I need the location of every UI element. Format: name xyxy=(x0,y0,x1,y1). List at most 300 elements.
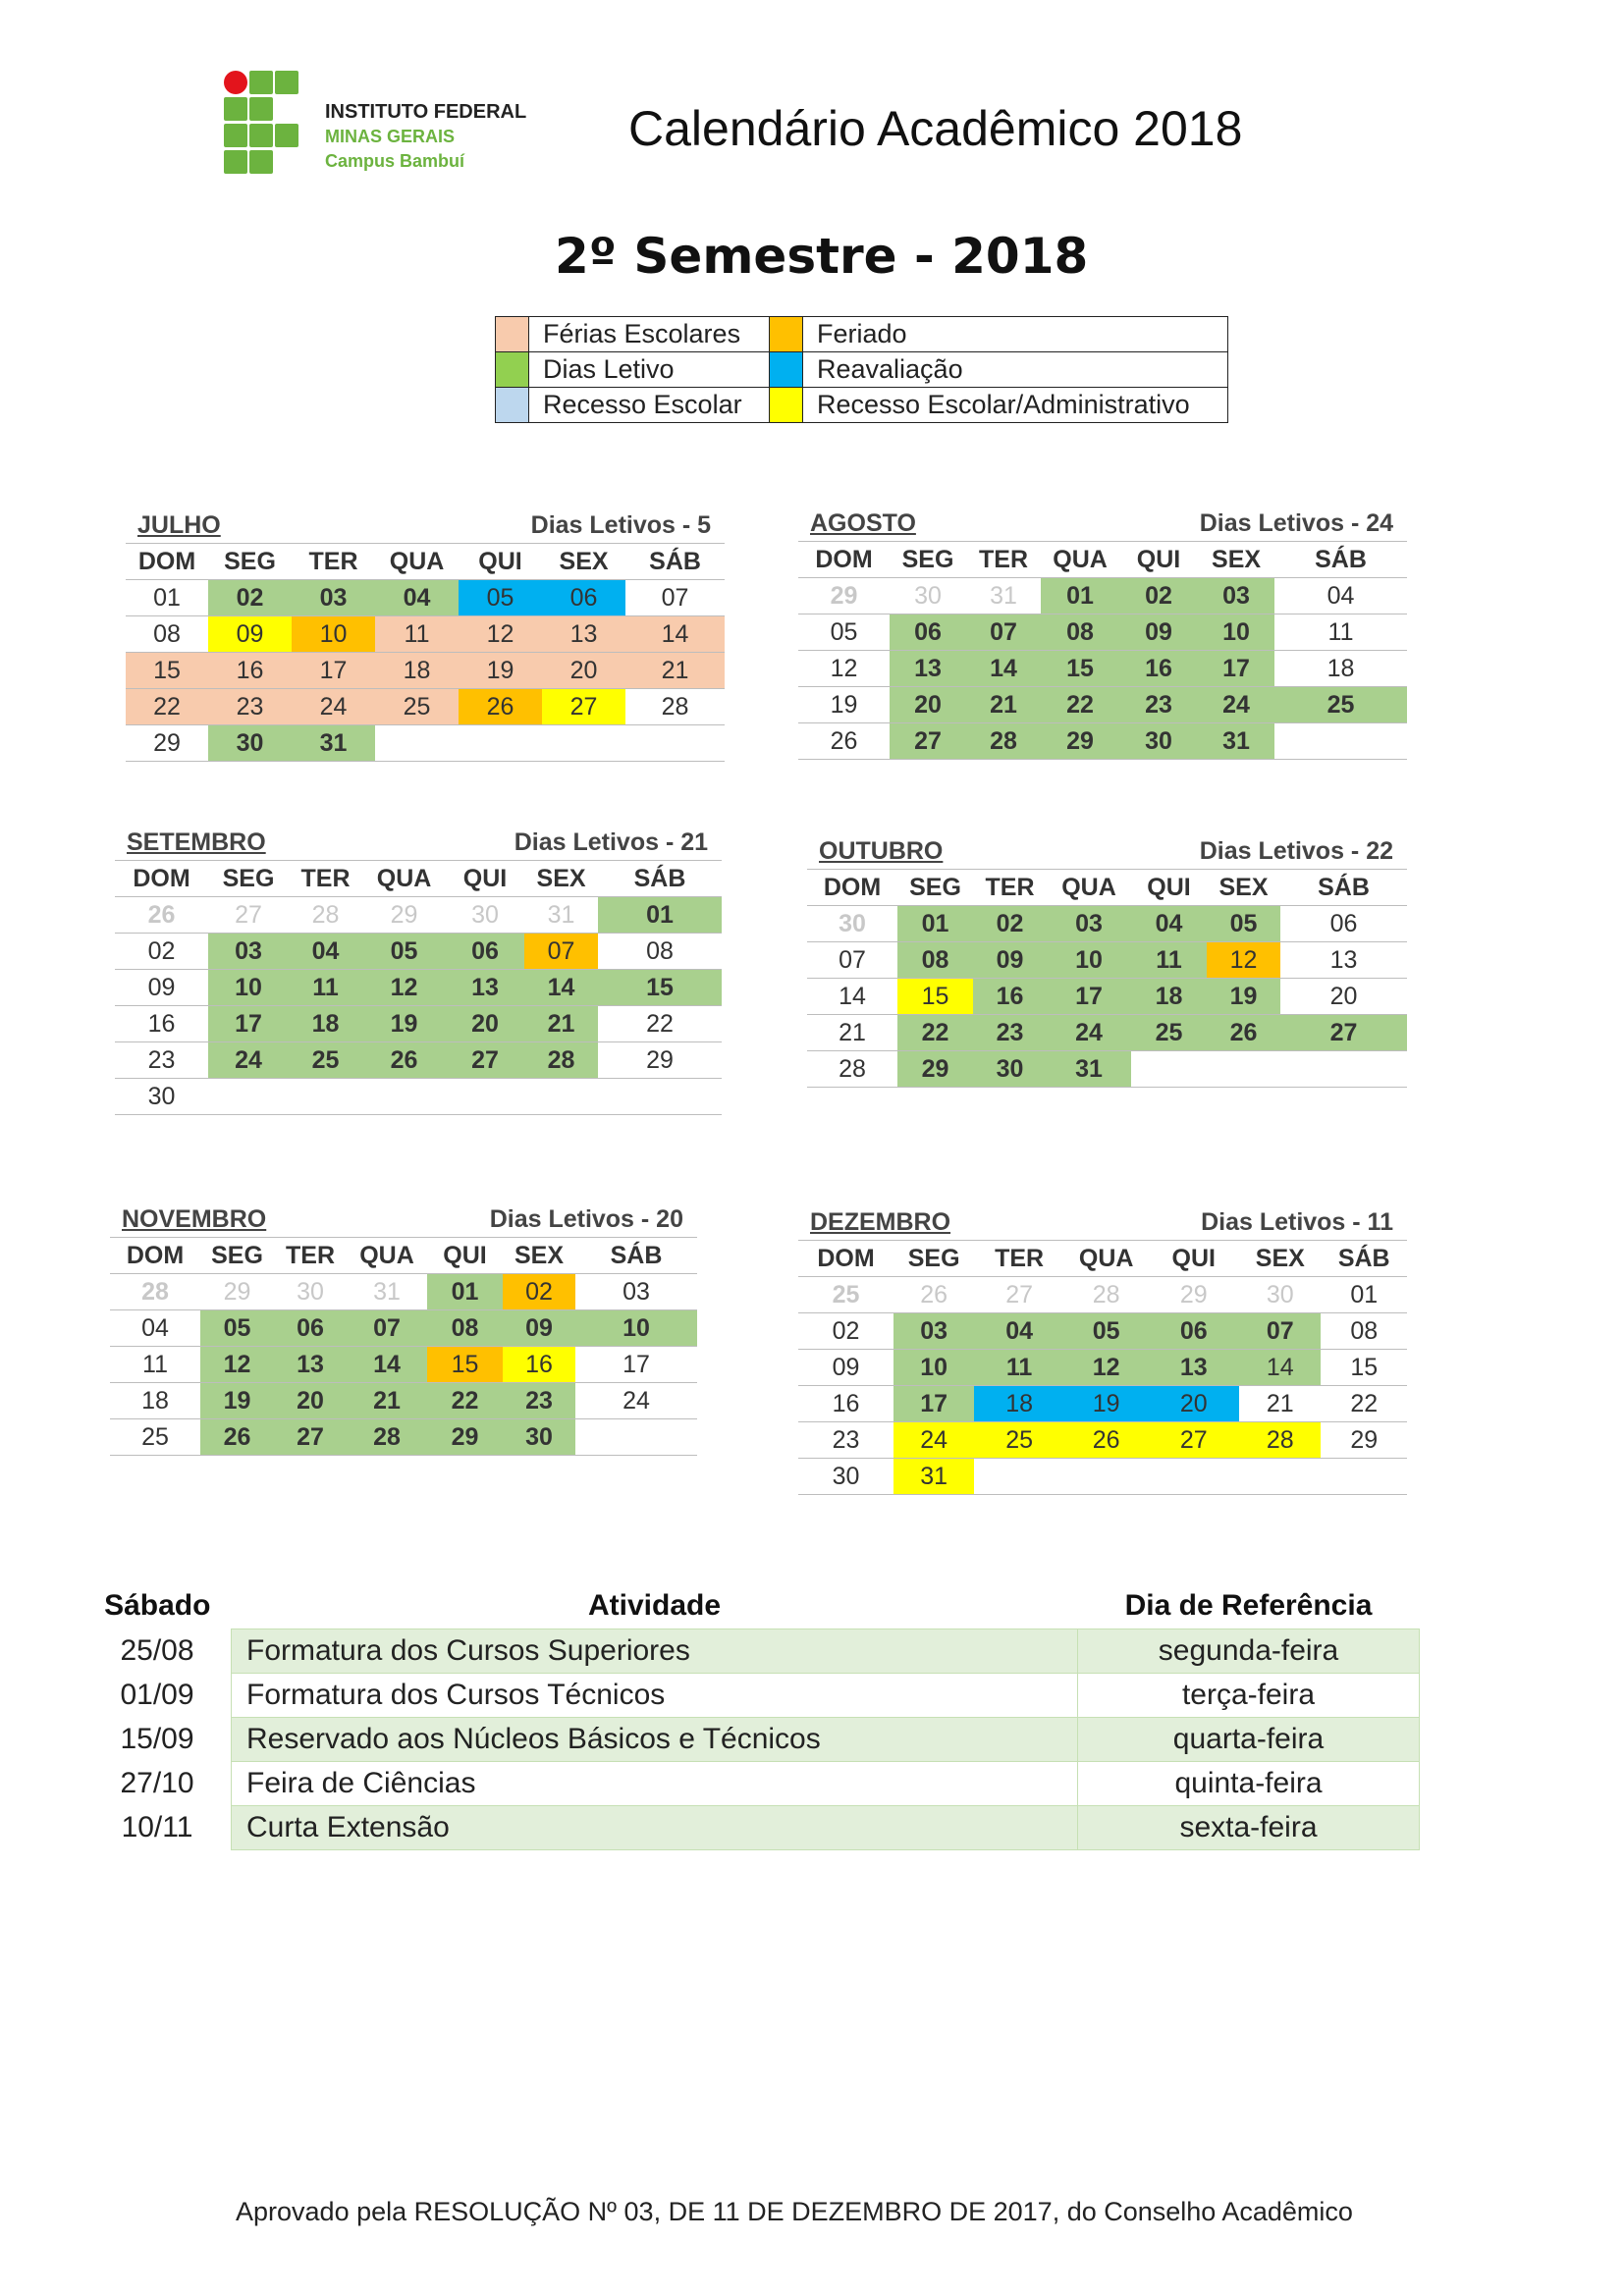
calendar-day: 07 xyxy=(625,580,725,616)
calendar-day: 29 xyxy=(362,897,446,934)
calendar-day: 07 xyxy=(1239,1313,1321,1350)
calendar-day: 19 xyxy=(362,1006,446,1042)
calendar-day: 09 xyxy=(115,970,208,1006)
calendar-day: 13 xyxy=(1148,1350,1239,1386)
calendar-day: 29 xyxy=(126,725,208,762)
calendar-day: 01 xyxy=(1041,578,1119,614)
calendar-day: 18 xyxy=(1274,651,1407,687)
saturday-row xyxy=(83,1629,1420,1674)
calendar-day: 01 xyxy=(1321,1277,1407,1313)
saturday-row xyxy=(83,1762,1420,1806)
calendar-week xyxy=(110,1383,697,1419)
calendar-day: 25 xyxy=(1131,1015,1207,1051)
weekday-header: DOM xyxy=(807,870,897,906)
calendar-week xyxy=(798,578,1407,614)
calendar-week xyxy=(798,1422,1407,1459)
calendar-day: 28 xyxy=(966,723,1041,760)
month-name: NOVEMBRO xyxy=(110,1201,347,1238)
calendar-day: 08 xyxy=(1321,1313,1407,1350)
logo-line-3: Campus Bambuí xyxy=(325,151,465,171)
weekday-header: SEG xyxy=(200,1238,274,1274)
calendar-day: 28 xyxy=(1064,1277,1148,1313)
calendar-week xyxy=(798,723,1407,760)
calendar-day: 21 xyxy=(524,1006,598,1042)
calendar-day: 29 xyxy=(1041,723,1119,760)
calendar-day: 11 xyxy=(974,1350,1064,1386)
calendar-day: 20 xyxy=(274,1383,347,1419)
calendar-day: 06 xyxy=(274,1310,347,1347)
calendar-day: 05 xyxy=(362,934,446,970)
calendar-day: 06 xyxy=(446,934,524,970)
calendar-day: 03 xyxy=(1198,578,1274,614)
calendar-julho xyxy=(126,507,725,762)
calendar-day: 09 xyxy=(208,616,292,653)
calendar-day: 10 xyxy=(1047,942,1131,979)
calendar-day: 15 xyxy=(1321,1350,1407,1386)
calendar-day: 10 xyxy=(893,1350,974,1386)
calendar-week xyxy=(126,580,725,616)
calendar-week xyxy=(126,653,725,689)
saturday-reference-day: quarta-feira xyxy=(1078,1718,1420,1762)
calendar-agosto xyxy=(798,506,1407,760)
calendar-dezembro xyxy=(798,1204,1407,1495)
calendar-day: 28 xyxy=(110,1274,200,1310)
calendar-day: 08 xyxy=(897,942,973,979)
calendar-day: 17 xyxy=(292,653,375,689)
weekday-header: QUI xyxy=(1131,870,1207,906)
logo-line-2: MINAS GERAIS xyxy=(325,127,456,146)
saturday-row xyxy=(83,1806,1420,1850)
calendar-week xyxy=(110,1274,697,1310)
calendar-week xyxy=(110,1419,697,1456)
weekday-header: TER xyxy=(974,1241,1064,1277)
calendar-week xyxy=(798,1313,1407,1350)
calendar-day: 26 xyxy=(115,897,208,934)
calendar-day: 14 xyxy=(347,1347,427,1383)
weekday-header: SEX xyxy=(1198,542,1274,578)
calendar-day: 26 xyxy=(798,723,890,760)
calendar-day: 23 xyxy=(115,1042,208,1079)
calendar-day: 14 xyxy=(966,651,1041,687)
calendar-day: 31 xyxy=(1047,1051,1131,1088)
calendar-day: 14 xyxy=(625,616,725,653)
calendar-empty-cell xyxy=(625,725,725,762)
calendar-day: 22 xyxy=(1321,1386,1407,1422)
weekday-header: QUA xyxy=(375,544,459,580)
calendar-day: 07 xyxy=(807,942,897,979)
calendar-day: 06 xyxy=(890,614,966,651)
col-header-atividade: Atividade xyxy=(587,1589,722,1622)
calendar-empty-cell xyxy=(1280,1051,1407,1088)
calendar-day: 31 xyxy=(524,897,598,934)
calendar-empty-cell xyxy=(1064,1459,1148,1495)
weekday-header: DOM xyxy=(115,861,208,897)
legend-swatch-dias-letivo xyxy=(496,352,529,388)
calendar-day: 19 xyxy=(459,653,542,689)
weekday-header: SEG xyxy=(890,542,966,578)
calendar-day: 29 xyxy=(897,1051,973,1088)
calendar-day: 14 xyxy=(807,979,897,1015)
calendar-day: 22 xyxy=(897,1015,973,1051)
calendar-week xyxy=(126,616,725,653)
calendar-day: 13 xyxy=(890,651,966,687)
calendar-day: 03 xyxy=(1047,906,1131,942)
saturday-reference-day: sexta-feira xyxy=(1078,1806,1420,1850)
calendar-day: 05 xyxy=(1064,1313,1148,1350)
weekday-header: QUA xyxy=(362,861,446,897)
calendar-day: 15 xyxy=(598,970,722,1006)
calendar-day: 18 xyxy=(375,653,459,689)
calendar-day: 19 xyxy=(1064,1386,1148,1422)
calendar-day: 26 xyxy=(1064,1422,1148,1459)
calendar-empty-cell xyxy=(1148,1459,1239,1495)
calendar-day: 29 xyxy=(798,578,890,614)
calendar-empty-cell xyxy=(459,725,542,762)
calendar-day: 16 xyxy=(503,1347,575,1383)
calendar-day: 12 xyxy=(200,1347,274,1383)
calendar-day: 01 xyxy=(598,897,722,934)
calendar-day: 17 xyxy=(1047,979,1131,1015)
calendar-day: 31 xyxy=(292,725,375,762)
legend-label-dias-letivo: Dias Letivo xyxy=(529,352,770,388)
saturday-date: 27/10 xyxy=(120,1767,194,1799)
calendar-empty-cell xyxy=(208,1079,289,1115)
calendar-day: 27 xyxy=(974,1277,1064,1313)
calendar-day: 25 xyxy=(289,1042,362,1079)
calendar-empty-cell xyxy=(1321,1459,1407,1495)
calendar-day: 09 xyxy=(503,1310,575,1347)
saturday-activity: Formatura dos Cursos Superiores xyxy=(232,1629,1078,1674)
legend-swatch-reavaliacao xyxy=(770,352,803,388)
calendar-day: 08 xyxy=(1041,614,1119,651)
calendar-day: 31 xyxy=(893,1459,974,1495)
calendar-day: 12 xyxy=(362,970,446,1006)
legend-label-feriado: Feriado xyxy=(803,317,1228,352)
calendar-day: 21 xyxy=(807,1015,897,1051)
legend-swatch-feriado xyxy=(770,317,803,352)
calendar-day: 03 xyxy=(208,934,289,970)
logo-red-dot xyxy=(224,71,247,94)
weekday-header: QUA xyxy=(1047,870,1131,906)
calendar-day: 04 xyxy=(110,1310,200,1347)
calendar-day: 30 xyxy=(1119,723,1198,760)
calendar-day: 05 xyxy=(200,1310,274,1347)
calendar-week xyxy=(115,897,722,934)
calendar-day: 13 xyxy=(274,1347,347,1383)
calendar-novembro xyxy=(110,1201,697,1456)
weekday-header: QUA xyxy=(347,1238,427,1274)
calendar-day: 20 xyxy=(446,1006,524,1042)
saturday-row xyxy=(83,1718,1420,1762)
saturday-date: 25/08 xyxy=(120,1634,194,1667)
weekday-header: SEX xyxy=(1207,870,1280,906)
calendar-day: 23 xyxy=(208,689,292,725)
calendar-week xyxy=(110,1310,697,1347)
calendar-day: 25 xyxy=(974,1422,1064,1459)
calendar-empty-cell xyxy=(974,1459,1064,1495)
weekday-header: SEG xyxy=(897,870,973,906)
calendar-day: 17 xyxy=(575,1347,697,1383)
calendar-day: 14 xyxy=(1239,1350,1321,1386)
calendar-week xyxy=(798,1459,1407,1495)
calendar-day: 01 xyxy=(427,1274,503,1310)
month-name: DEZEMBRO xyxy=(798,1204,1064,1241)
dias-letivos-count: Dias Letivos - 24 xyxy=(1041,506,1407,542)
calendar-day: 31 xyxy=(347,1274,427,1310)
calendar-empty-cell xyxy=(375,725,459,762)
calendar-day: 27 xyxy=(1280,1015,1407,1051)
calendar-day: 27 xyxy=(208,897,289,934)
col-header-dia-referencia: Dia de Referência xyxy=(1124,1589,1373,1622)
calendar-day: 28 xyxy=(347,1419,427,1456)
weekday-header: SÁB xyxy=(1274,542,1407,578)
calendar-day: 27 xyxy=(542,689,625,725)
calendar-empty-cell xyxy=(289,1079,362,1115)
weekday-header: SEX xyxy=(542,544,625,580)
weekday-header: TER xyxy=(966,542,1041,578)
dias-letivos-count: Dias Letivos - 5 xyxy=(375,507,725,544)
calendar-day: 21 xyxy=(966,687,1041,723)
weekday-header: DOM xyxy=(110,1238,200,1274)
calendar-day: 30 xyxy=(807,906,897,942)
calendar-day: 25 xyxy=(1274,687,1407,723)
calendar-week xyxy=(115,1042,722,1079)
saturday-activity: Feira de Ciências xyxy=(232,1762,1078,1806)
calendar-day: 11 xyxy=(1274,614,1407,651)
saturday-activity: Reservado aos Núcleos Básicos e Técnicos xyxy=(232,1718,1078,1762)
calendar-day: 16 xyxy=(115,1006,208,1042)
calendar-day: 05 xyxy=(459,580,542,616)
calendar-day: 23 xyxy=(973,1015,1047,1051)
calendar-empty-cell xyxy=(1131,1051,1207,1088)
saturday-date: 15/09 xyxy=(120,1723,194,1755)
legend-label-recesso: Recesso Escolar xyxy=(529,388,770,423)
calendar-day: 04 xyxy=(375,580,459,616)
weekday-header: SÁB xyxy=(575,1238,697,1274)
calendar-day: 22 xyxy=(427,1383,503,1419)
calendar-day: 10 xyxy=(1198,614,1274,651)
weekday-header: TER xyxy=(289,861,362,897)
calendar-day: 20 xyxy=(1148,1386,1239,1422)
weekday-header: SEG xyxy=(208,544,292,580)
weekday-header: TER xyxy=(274,1238,347,1274)
calendar-week xyxy=(126,689,725,725)
calendar-day: 25 xyxy=(375,689,459,725)
calendar-day: 29 xyxy=(200,1274,274,1310)
calendar-day: 22 xyxy=(1041,687,1119,723)
calendar-day: 17 xyxy=(893,1386,974,1422)
calendar-day: 18 xyxy=(289,1006,362,1042)
calendar-day: 30 xyxy=(115,1079,208,1115)
calendar-day: 26 xyxy=(200,1419,274,1456)
calendar-day: 03 xyxy=(575,1274,697,1310)
calendar-day: 21 xyxy=(1239,1386,1321,1422)
weekday-header: DOM xyxy=(126,544,208,580)
legend-swatch-recesso xyxy=(496,388,529,423)
calendar-day: 02 xyxy=(503,1274,575,1310)
saturday-date: 10/11 xyxy=(121,1811,193,1843)
calendar-week xyxy=(798,1350,1407,1386)
calendar-day: 14 xyxy=(524,970,598,1006)
calendar-week xyxy=(126,725,725,762)
calendar-day: 12 xyxy=(1064,1350,1148,1386)
calendar-day: 02 xyxy=(798,1313,893,1350)
weekday-header: QUI xyxy=(1119,542,1198,578)
calendar-day: 29 xyxy=(1148,1277,1239,1313)
weekday-header: QUA xyxy=(1064,1241,1148,1277)
calendar-day: 27 xyxy=(274,1419,347,1456)
calendar-day: 20 xyxy=(542,653,625,689)
calendar-day: 04 xyxy=(1274,578,1407,614)
calendar-day: 07 xyxy=(347,1310,427,1347)
calendar-day: 29 xyxy=(427,1419,503,1456)
calendar-day: 27 xyxy=(446,1042,524,1079)
calendar-week xyxy=(798,651,1407,687)
calendar-day: 19 xyxy=(200,1383,274,1419)
weekday-header: SEG xyxy=(208,861,289,897)
calendar-day: 11 xyxy=(1131,942,1207,979)
calendar-day: 01 xyxy=(897,906,973,942)
calendar-day: 07 xyxy=(966,614,1041,651)
calendar-day: 08 xyxy=(427,1310,503,1347)
calendar-day: 01 xyxy=(126,580,208,616)
calendar-week xyxy=(807,1051,1407,1088)
calendar-setembro xyxy=(115,825,722,1115)
legend-label-recesso-admin: Recesso Escolar/Administrativo xyxy=(803,388,1228,423)
page-title: Calendário Acadêmico 2018 xyxy=(628,101,1243,156)
calendar-week xyxy=(798,1386,1407,1422)
calendar-week xyxy=(110,1347,697,1383)
calendar-day: 09 xyxy=(1119,614,1198,651)
saturday-date: 01/09 xyxy=(120,1679,194,1711)
calendar-day: 23 xyxy=(798,1422,893,1459)
saturday-activities-table xyxy=(83,1583,1420,1850)
calendar-day: 05 xyxy=(1207,906,1280,942)
calendar-day: 23 xyxy=(1119,687,1198,723)
legend-swatch-recesso-admin xyxy=(770,388,803,423)
dias-letivos-count: Dias Letivos - 21 xyxy=(362,825,722,861)
calendar-empty-cell xyxy=(362,1079,446,1115)
calendar-day: 07 xyxy=(524,934,598,970)
saturday-reference-day: quinta-feira xyxy=(1078,1762,1420,1806)
calendar-empty-cell xyxy=(1274,723,1407,760)
weekday-header: SEX xyxy=(1239,1241,1321,1277)
calendar-day: 25 xyxy=(110,1419,200,1456)
calendar-day: 31 xyxy=(966,578,1041,614)
calendar-day: 27 xyxy=(890,723,966,760)
dias-letivos-count: Dias Letivos - 11 xyxy=(1064,1204,1407,1241)
calendar-empty-cell xyxy=(524,1079,598,1115)
calendar-day: 29 xyxy=(598,1042,722,1079)
calendar-day: 30 xyxy=(890,578,966,614)
calendar-week xyxy=(115,1006,722,1042)
calendar-empty-cell xyxy=(598,1079,722,1115)
calendar-day: 24 xyxy=(208,1042,289,1079)
calendar-day: 23 xyxy=(503,1383,575,1419)
calendar-day: 25 xyxy=(798,1277,893,1313)
calendar-day: 08 xyxy=(598,934,722,970)
calendar-day: 02 xyxy=(115,934,208,970)
weekday-header: SÁB xyxy=(625,544,725,580)
calendar-day: 30 xyxy=(798,1459,893,1495)
calendar-empty-cell xyxy=(542,725,625,762)
calendar-day: 30 xyxy=(274,1274,347,1310)
calendar-empty-cell xyxy=(446,1079,524,1115)
calendar-day: 30 xyxy=(208,725,292,762)
calendar-day: 10 xyxy=(292,616,375,653)
calendar-day: 19 xyxy=(1207,979,1280,1015)
calendar-day: 31 xyxy=(1198,723,1274,760)
calendar-day: 24 xyxy=(292,689,375,725)
saturday-activity: Curta Extensão xyxy=(232,1806,1078,1850)
calendar-day: 18 xyxy=(974,1386,1064,1422)
calendar-day: 03 xyxy=(292,580,375,616)
weekday-header: SÁB xyxy=(1280,870,1407,906)
calendar-week xyxy=(807,906,1407,942)
calendar-day: 15 xyxy=(1041,651,1119,687)
calendar-day: 28 xyxy=(289,897,362,934)
calendar-day: 30 xyxy=(1239,1277,1321,1313)
saturday-reference-day: terça-feira xyxy=(1078,1674,1420,1718)
logo-line-1: INSTITUTO FEDERAL xyxy=(325,101,527,123)
calendar-day: 12 xyxy=(798,651,890,687)
calendar-day: 28 xyxy=(807,1051,897,1088)
calendar-day: 13 xyxy=(542,616,625,653)
calendar-day: 20 xyxy=(890,687,966,723)
saturday-row xyxy=(83,1674,1420,1718)
calendar-day: 16 xyxy=(1119,651,1198,687)
calendar-day: 04 xyxy=(289,934,362,970)
weekday-header: DOM xyxy=(798,1241,893,1277)
calendar-day: 20 xyxy=(1280,979,1407,1015)
weekday-header: DOM xyxy=(798,542,890,578)
calendar-day: 09 xyxy=(973,942,1047,979)
calendar-day: 15 xyxy=(126,653,208,689)
month-name: OUTUBRO xyxy=(807,833,1047,870)
calendar-day: 24 xyxy=(1198,687,1274,723)
weekday-header: SÁB xyxy=(1321,1241,1407,1277)
legend-label-reavaliacao: Reavaliação xyxy=(803,352,1228,388)
calendar-day: 13 xyxy=(446,970,524,1006)
saturday-activity: Formatura dos Cursos Técnicos xyxy=(232,1674,1078,1718)
calendar-day: 06 xyxy=(1148,1313,1239,1350)
calendar-day: 21 xyxy=(625,653,725,689)
dias-letivos-count: Dias Letivos - 20 xyxy=(347,1201,697,1238)
weekday-header: SEX xyxy=(524,861,598,897)
calendar-day: 06 xyxy=(542,580,625,616)
legend-label-ferias: Férias Escolares xyxy=(529,317,770,352)
calendar-day: 18 xyxy=(110,1383,200,1419)
weekday-header: TER xyxy=(292,544,375,580)
color-legend xyxy=(495,316,1228,423)
calendar-day: 09 xyxy=(798,1350,893,1386)
month-name: SETEMBRO xyxy=(115,825,362,861)
calendar-day: 30 xyxy=(446,897,524,934)
calendar-day: 11 xyxy=(110,1347,200,1383)
weekday-header: SEX xyxy=(503,1238,575,1274)
weekday-header: TER xyxy=(973,870,1047,906)
calendar-day: 17 xyxy=(1198,651,1274,687)
calendar-day: 15 xyxy=(427,1347,503,1383)
calendar-day: 15 xyxy=(897,979,973,1015)
calendar-week xyxy=(807,942,1407,979)
calendar-day: 02 xyxy=(973,906,1047,942)
calendar-day: 10 xyxy=(575,1310,697,1347)
legend-swatch-ferias xyxy=(496,317,529,352)
calendar-day: 12 xyxy=(1207,942,1280,979)
calendar-day: 24 xyxy=(1047,1015,1131,1051)
calendar-day: 21 xyxy=(347,1383,427,1419)
